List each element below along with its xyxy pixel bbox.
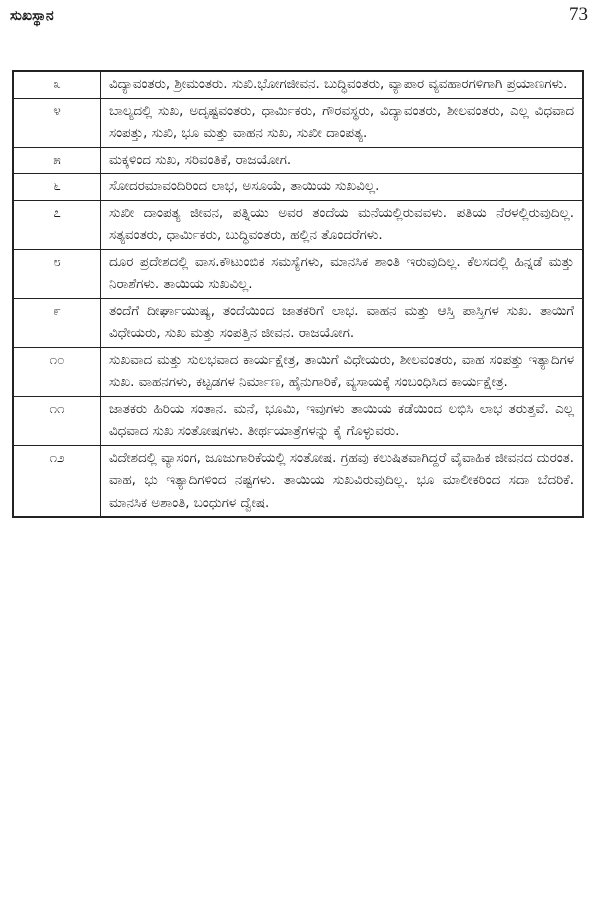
table-row [13, 249, 583, 298]
table-row [13, 200, 583, 249]
house-number: ೫ [13, 147, 101, 174]
house-description: ಮಕ್ಕಳಿಂದ ಸುಖ, ಸರಿವಂತಿಕೆ, ರಾಜಯೋಗ. [101, 147, 584, 174]
table-row [13, 174, 583, 201]
page-number: 73 [569, 4, 588, 25]
house-description: ತಂದೆಗೆ ದೀರ್ಘಾಯುಷ್ಯ, ತಂದೆಯಿಂದ ಜಾತಕರಿಗೆ ಲಾಭ. ವಾಹನ ಮತ್ತು ಆಸ್ತಿ ಪಾಸ್ತಿಗಳ ಸುಖ. ತಾಯಿಗೆ ವಿಧೇಯರು, ಸುಖ ಮತ್ತು ಸಂಪತ್ತಿನ ಜೀವನ. ರಾಜಯೋಗ. [101, 298, 584, 347]
house-description: ವಿದ್ಯಾವಂತರು, ಶ್ರೀಮಂತರು. ಸುಖಿ.ಭೋಗಜೀವನ. ಬುದ್ಧಿವಂತರು, ವ್ಯಾಪಾರ ವ್ಯವಹಾರಗಳಿಗಾಗಿ ಪ್ರಯಾಣಗಳು. [101, 71, 584, 98]
house-number: ೬ [13, 174, 101, 201]
house-number: ೧೧ [13, 396, 101, 445]
table-row [13, 71, 583, 98]
house-number: ೧೨ [13, 445, 101, 517]
house-number: ೧೦ [13, 347, 101, 396]
page-header [10, 4, 588, 30]
running-title: ಸುಖಸ್ಥಾನ [10, 8, 54, 24]
table-row [13, 147, 583, 174]
house-description: ವಿದೇಶದಲ್ಲಿ ವ್ಯಾಸಂಗ, ಜೂಜುಗಾರಿಕೆಯಲ್ಲಿ ಸಂತೋಷ. ಗ್ರಹವು ಕಲುಷಿತವಾಗಿದ್ದರೆ ವೈವಾಹಿಕ ಜೀವನದ ದುರಂತ. ವಾಹ, ಭು ಇತ್ಯಾದಿಗಳಿಂದ ನಷ್ಟಗಳು. ತಾಯಿಯ ಸುಖವಿರುವುದಿಲ್ಲ. ಭೂ ಮಾಲೀಕರಿಂದ ಸದಾ ಬೆದರಿಕೆ. ಮಾನಸಿಕ ಅಶಾಂತಿ, ಬಂಧುಗಳ ದ್ವೇಷ. [101, 445, 584, 517]
table-row [13, 298, 583, 347]
house-description: ಜಾತಕರು ಹಿರಿಯ ಸಂತಾನ. ಮನೆ, ಭೂಮಿ, ಇವುಗಳು ತಾಯಿಯ ಕಡೆಯಿಂದ ಲಭಿಸಿ ಲಾಭ ತರುತ್ತವೆ. ಎಲ್ಲ ವಿಧವಾದ ಸುಖ ಸಂತೋಷಗಳು. ತೀರ್ಥಯಾತ್ರೆಗಳನ್ನು ಕೈ ಗೊಳ್ಳುವರು. [101, 396, 584, 445]
house-description: ಸೋದರಮಾವಂದಿರಿಂದ ಲಾಭ, ಅಸೂಯೆ, ತಾಯಿಯ ಸುಖವಿಲ್ಲ. [101, 174, 584, 201]
house-number: ೪ [13, 98, 101, 147]
table-row [13, 396, 583, 445]
table-row [13, 445, 583, 517]
table-row [13, 98, 583, 147]
house-description: ದೂರ ಪ್ರದೇಶದಲ್ಲಿ ವಾಸ.ಕೌಟುಂಬಿಕ ಸಮಸ್ಯೆಗಳು, ಮಾನಸಿಕ ಶಾಂತಿ ಇರುವುದಿಲ್ಲ. ಕೆಲಸದಲ್ಲಿ ಹಿನ್ನಡೆ ಮತ್ತು ನಿರಾಶೆಗಳು. ತಾಯಿಯ ಸುಖವಿಲ್ಲ. [101, 249, 584, 298]
house-number: ೮ [13, 249, 101, 298]
house-description: ಬಾಲ್ಯದಲ್ಲಿ ಸುಖ, ಅದೃಷ್ಟವಂತರು, ಧಾರ್ಮಿಕರು, ಗೌರವಸ್ಥರು, ವಿದ್ಯಾವಂತರು, ಶೀಲವಂತರು, ಎಲ್ಲ ವಿಧವಾದ ಸಂಪತ್ತು, ಸುಖಿ, ಭೂ ಮತ್ತು ವಾಹನ ಸುಖ, ಸುಖೀ ದಾಂಪತ್ಯ. [101, 98, 584, 147]
house-number: ೩ [13, 71, 101, 98]
house-number: ೯ [13, 298, 101, 347]
house-number: ೭ [13, 200, 101, 249]
table-row [13, 347, 583, 396]
house-description: ಸುಖವಾದ ಮತ್ತು ಸುಲಭವಾದ ಕಾರ್ಯಕ್ಷೇತ್ರ, ತಾಯಿಗೆ ವಿಧೇಯರು, ಶೀಲವಂತರು, ವಾಹ ಸಂಪತ್ತು ಇತ್ಯಾದಿಗಳ ಸುಖ. ವಾಹನಗಳು, ಕಟ್ಟಡಗಳ ನಿರ್ಮಾಣ, ಹೈನುಗಾರಿಕೆ, ವ್ಯಸಾಯಕ್ಕೆ ಸಂಬಂಧಿಸಿದ ಕಾರ್ಯಕ್ಷೇತ್ರ. [101, 347, 584, 396]
house-description: ಸುಖೀ ದಾಂಪತ್ಯ ಜೀವನ, ಪತ್ನಿಯು ಅವರ ತಂದೆಯ ಮನೆಯಲ್ಲಿರುವವಳು. ಪತಿಯ ನೆರಳಲ್ಲಿರುವುದಿಲ್ಲ. ಸತ್ಯವಂತರು, ಧಾರ್ಮಿಕರು, ಬುದ್ಧಿವಂತರು, ಹಲ್ಲಿನ ತೊಂದರೆಗಳು. [101, 200, 584, 249]
house-effects-table [12, 70, 584, 518]
